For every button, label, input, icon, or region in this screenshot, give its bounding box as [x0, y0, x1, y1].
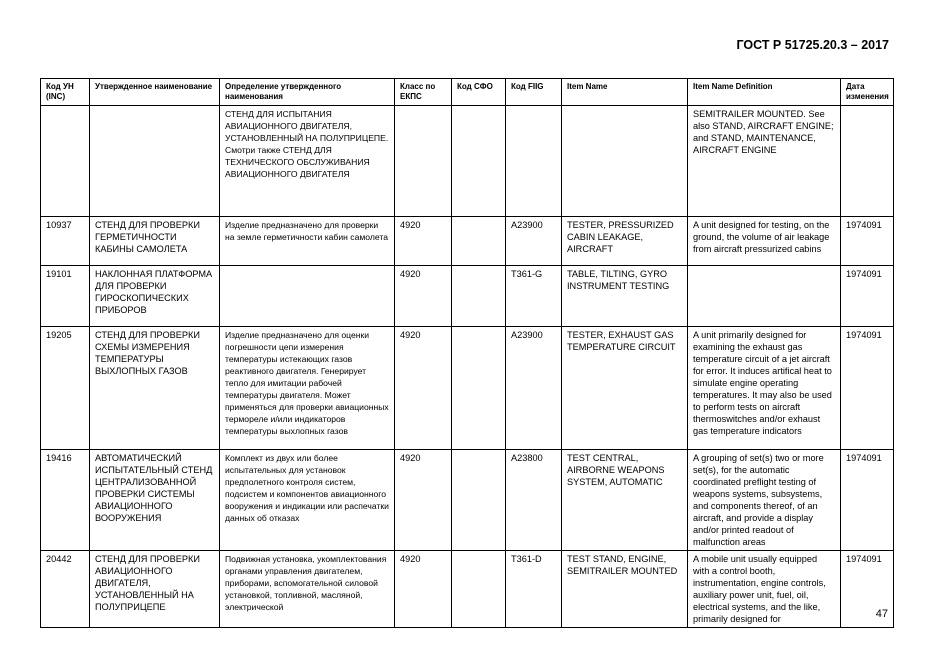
cell-class: 4920 — [395, 551, 452, 628]
col-header-item-def: Item Name Definition — [688, 79, 841, 106]
cell-sfo — [452, 450, 506, 551]
col-header-fiig: Код FIIG — [506, 79, 562, 106]
table-row — [41, 450, 894, 551]
col-header-sfo: Код СФО — [452, 79, 506, 106]
cell-item-def: A unit designed for testing, on the ground, the volume of air leakage from aircraft pressurized cabins — [688, 217, 841, 266]
cell-date: 1974091 — [841, 266, 894, 327]
cell-class: 4920 — [395, 327, 452, 450]
cell-code — [41, 106, 90, 217]
cell-name: СТЕНД ДЛЯ ПРОВЕРКИ АВИАЦИОННОГО ДВИГАТЕЛЯ, УСТАНОВЛЕННЫЙ НА ПОЛУПРИЦЕПЕ — [90, 551, 220, 628]
cell-date: 1974091 — [841, 450, 894, 551]
cell-item-name — [562, 106, 688, 217]
classification-table — [40, 78, 894, 628]
col-header-class: Класс по ЕКПС — [395, 79, 452, 106]
cell-item-name: TEST STAND, ENGINE, SEMITRAILER MOUNTED — [562, 551, 688, 628]
cell-item-def: A unit primarily designed for examining the exhaust gas temperature circuit of a jet aircraft for error. It induces artifical heat to simulate engine operating temperatures. It may also be used to perform tests on aircraft thermoswitches and/or exhaust gas temperature indicators — [688, 327, 841, 450]
cell-code: 19101 — [41, 266, 90, 327]
document-code: ГОСТ Р 51725.20.3 – 2017 — [736, 38, 889, 52]
cell-item-name: TESTER, PRESSURIZED CABIN LEAKAGE, AIRCRAFT — [562, 217, 688, 266]
cell-sfo — [452, 217, 506, 266]
cell-definition: Комплект из двух или более испытательных для установок предполетного контроля систем, подсистем и компонентов авиационного вооружения и индикации или распечатки данных об отказах — [220, 450, 395, 551]
cell-name: НАКЛОННАЯ ПЛАТФОРМА ДЛЯ ПРОВЕРКИ ГИРОСКОПИЧЕСКИХ ПРИБОРОВ — [90, 266, 220, 327]
cell-fiig: T361-G — [506, 266, 562, 327]
cell-sfo — [452, 106, 506, 217]
cell-definition: Изделие предназначено для оценки погрешности цепи измерения температуры истекающих газов реактивного двигателя. Генерирует тепло для имитации рабочей температуры двигателя. Может применяться для проверки авиационных термореле и/или индикаторов температуры выхлопных газов — [220, 327, 395, 450]
cell-definition — [220, 266, 395, 327]
cell-definition: Подвижная установка, укомплектования органами управления двигателем, приборами, вспомогательной силовой установкой, топливной, масляной, электрической — [220, 551, 395, 628]
cell-date: 1974091 — [841, 551, 894, 628]
cell-code: 19416 — [41, 450, 90, 551]
cell-date: 1974091 — [841, 217, 894, 266]
page-number: 47 — [875, 608, 888, 620]
cell-item-name: TEST CENTRAL, AIRBORNE WEAPONS SYSTEM, AUTOMATIC — [562, 450, 688, 551]
cell-name: СТЕНД ДЛЯ ПРОВЕРКИ СХЕМЫ ИЗМЕРЕНИЯ ТЕМПЕРАТУРЫ ВЫХЛОПНЫХ ГАЗОВ — [90, 327, 220, 450]
cell-name — [90, 106, 220, 217]
cell-name: СТЕНД ДЛЯ ПРОВЕРКИ ГЕРМЕТИЧНОСТИ КАБИНЫ САМОЛЕТА — [90, 217, 220, 266]
cell-code: 20442 — [41, 551, 90, 628]
cell-date: 1974091 — [841, 327, 894, 450]
cell-item-def: A mobile unit usually equipped with a control booth, instrumentation, engine controls, auxiliary power unit, fuel, oil, electrical systems, and the like, primarily designed for — [688, 551, 841, 628]
cell-item-def: A grouping of set(s) two or more set(s), for the automatic coordinated preflight testing of weapons systems, subsystems, and components thereof, of an aircraft, and provide a display and/or printed readout of malfunction areas — [688, 450, 841, 551]
cell-sfo — [452, 266, 506, 327]
cell-item-def — [688, 266, 841, 327]
cell-class: 4920 — [395, 266, 452, 327]
cell-fiig: A23900 — [506, 327, 562, 450]
cell-item-def: SEMITRAILER MOUNTED. See also STAND, AIRCRAFT ENGINE; and STAND, MAINTENANCE, AIRCRAFT ENGINE — [688, 106, 841, 217]
table-row — [41, 327, 894, 450]
cell-sfo — [452, 327, 506, 450]
cell-fiig: A23800 — [506, 450, 562, 551]
table-row — [41, 106, 894, 217]
cell-sfo — [452, 551, 506, 628]
cell-fiig: T361-D — [506, 551, 562, 628]
table-row — [41, 551, 894, 628]
cell-class: 4920 — [395, 450, 452, 551]
table-row — [41, 266, 894, 327]
cell-fiig: A23900 — [506, 217, 562, 266]
cell-code: 10937 — [41, 217, 90, 266]
table-row — [41, 217, 894, 266]
col-header-definition: Определение утвержденного наименования — [220, 79, 395, 106]
table-header-row — [41, 79, 894, 106]
cell-date — [841, 106, 894, 217]
cell-item-name: TESTER, EXHAUST GAS TEMPERATURE CIRCUIT — [562, 327, 688, 450]
col-header-code: Код УН (INC) — [41, 79, 90, 106]
cell-definition: Изделие предназначено для проверки на земле герметичности кабин самолета — [220, 217, 395, 266]
cell-class: 4920 — [395, 217, 452, 266]
col-header-date: Дата изменения — [841, 79, 894, 106]
cell-item-name: TABLE, TILTING, GYRO INSTRUMENT TESTING — [562, 266, 688, 327]
col-header-item-name: Item Name — [562, 79, 688, 106]
cell-definition: СТЕНД ДЛЯ ИСПЫТАНИЯ АВИАЦИОННОГО ДВИГАТЕЛЯ, УСТАНОВЛЕННЫЙ НА ПОЛУПРИЦЕПЕ. Смотри также СТЕНД ДЛЯ ТЕХНИЧЕСКОГО ОБСЛУЖИВАНИЯ АВИАЦИОННОГО ДВИГАТЕЛЯ — [220, 106, 395, 217]
cell-name: АВТОМАТИЧЕСКИЙ ИСПЫТАТЕЛЬНЫЙ СТЕНД ЦЕНТРАЛИЗОВАННОЙ ПРОВЕРКИ СИСТЕМЫ АВИАЦИОННОГО ВООРУЖЕНИЯ — [90, 450, 220, 551]
col-header-name: Утвержденное наименование — [90, 79, 220, 106]
cell-class — [395, 106, 452, 217]
cell-code: 19205 — [41, 327, 90, 450]
cell-fiig — [506, 106, 562, 217]
